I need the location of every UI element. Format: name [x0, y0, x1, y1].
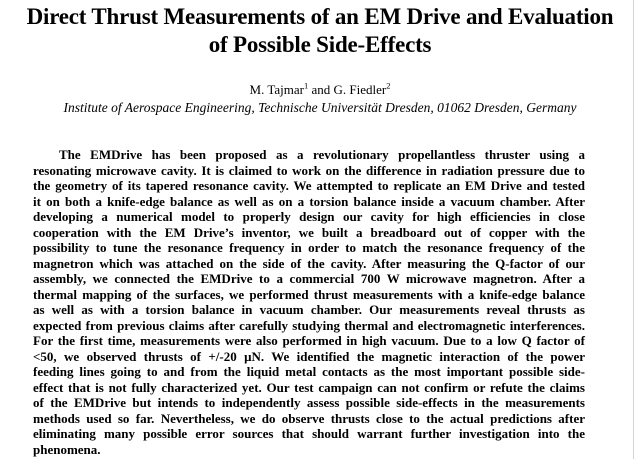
abstract-paragraph: The EMDrive has been proposed as a revolutionary propellantless thruster using a resonating microwave cavity. It is claimed to work on the difference in radiation pressure due to the geometry of its tapered resonance cavity. We attempted to replicate an EM Drive and tested it on both a knife-edge balance as well as on a torsion balance inside a vacuum chamber. After developing a numerical model to properly design our cavity for high efficiencies in close cooperation with the EM Drive’s inventor, we built a breadboard out of copper with the possibility to tune the resonance frequency in order to match the resonance frequency of the magnetron which was attached on the side of the cavity. After measuring the Q-factor of our assembly, we connected the EMDrive to a commercial 700 W microwave magnetron. After a thermal mapping of the surfaces, we performed thrust measurements with a knife-edge balance as well as with a torsion balance in vacuum chamber. Our measurements reveal thrusts as expected from previous claims after carefully studying thermal and electromagnetic interferences. For the first time, measurements were also performed in high vacuum. Due to a low Q factor of <50, we observed thrusts of +/-20 μN. We identified the magnetic interaction of the power feeding lines going to and from the liquid metal contacts as the most important possible side-effect that is not fully characterized yet. Our test campaign can not confirm or refute the claims of the EMDrive but intends to independently assess possible side-effects in the measurements methods used so far. Nevertheless, we do observe thrusts close to the actual predictions after eliminating many possible error sources that should warrant further investigation into the phenomena. [33, 147, 585, 457]
paper-title [0, 0, 640, 59]
author-1-superscript: 1 [303, 80, 309, 91]
page-edge-line [633, 0, 634, 459]
paper-title-line-2: of Possible Side-Effects [208, 32, 432, 57]
author-line [0, 82, 640, 98]
affiliation-line: Institute of Aerospace Engineering, Technische Universität Dresden, 01062 Dresden, Germany [63, 100, 577, 115]
paper-title-line-1: Direct Thrust Measurements of an EM Drive and Evaluation [26, 4, 614, 29]
author-2-superscript: 2 [386, 80, 391, 91]
author-separator: and [308, 82, 334, 97]
author-2-name: G. Fiedler [333, 82, 387, 97]
author-1-name: M. Tajmar [249, 82, 304, 97]
